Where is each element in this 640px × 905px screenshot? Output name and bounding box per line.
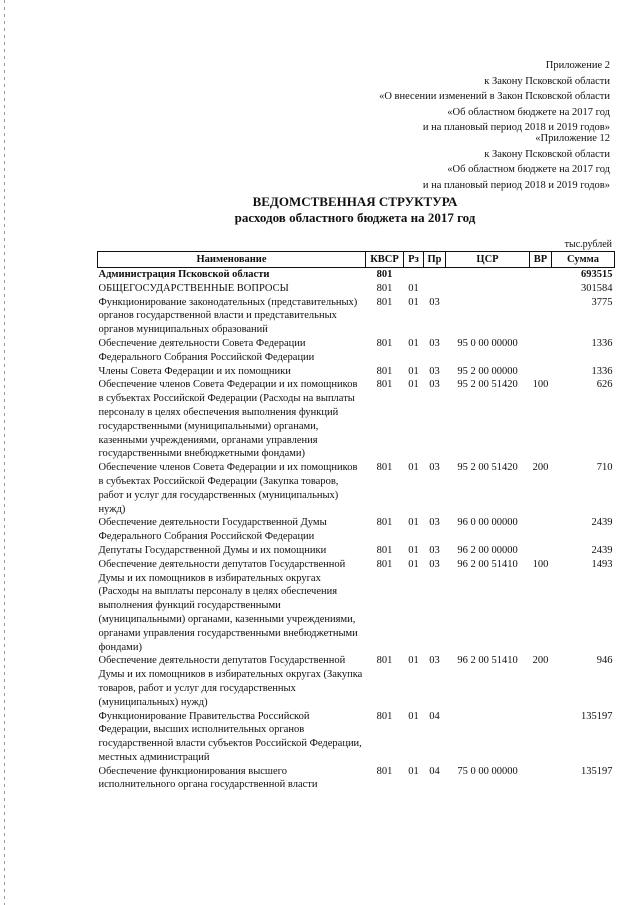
- cell-rz: 01: [408, 462, 419, 474]
- cell-kvsr: 801: [376, 282, 393, 294]
- table-row: [98, 337, 615, 365]
- cell-kvsr: 801: [376, 765, 393, 777]
- cell-csr: 95 0 00 00000: [457, 337, 518, 349]
- cell-kvsr: 801: [376, 337, 393, 349]
- cell-sum: 3775: [591, 296, 613, 308]
- header-line: «Об областном бюджете на 2017 год: [447, 164, 610, 175]
- cell-sum: 135197: [581, 765, 613, 777]
- cell-csr: 96 2 00 51410: [457, 558, 518, 570]
- cell-pr: 04: [429, 765, 440, 777]
- cell-vr: [530, 282, 552, 296]
- table-body: [98, 268, 615, 793]
- cell-pr: 03: [429, 379, 440, 391]
- cell-rz: 01: [408, 379, 419, 391]
- cell-sum: 693515: [581, 269, 613, 280]
- cell-rz: 01: [408, 517, 419, 529]
- header-line: «Приложение 12: [535, 133, 610, 144]
- cell-rz: 01: [408, 765, 419, 777]
- header-line: и на плановый период 2018 и 2019 годов»: [422, 122, 610, 133]
- table-row: [98, 296, 615, 337]
- table-row: [98, 365, 615, 379]
- column-header-sum: Сумма: [552, 252, 615, 268]
- cell-kvsr: 801: [376, 296, 393, 308]
- cell-csr: [446, 710, 530, 765]
- header-line: и на плановый период 2018 и 2019 годов»: [422, 179, 610, 191]
- cell-name: Депутаты Государственной Думы и их помощники: [98, 544, 327, 556]
- cell-sum: 301584: [581, 282, 613, 294]
- cell-kvsr: 801: [376, 269, 393, 280]
- title-line-2: расходов областного бюджета на 2017 год: [234, 210, 476, 225]
- cell-pr: 03: [429, 544, 440, 556]
- cell-vr: [530, 268, 552, 282]
- cell-vr: [530, 296, 552, 337]
- cell-name: Обеспечение членов Совета Федерации и их помощников в субъектах Российской Федерации (Закупка товаров, работ и услуг для государственных (муниципальных) нужд): [98, 462, 358, 515]
- cell-sum: 946: [596, 655, 613, 667]
- cell-pr: 03: [429, 296, 440, 308]
- cell-kvsr: 801: [376, 379, 393, 391]
- cell-sum: 1336: [591, 337, 613, 349]
- table-row: [98, 516, 615, 544]
- cell-csr: [446, 282, 530, 296]
- cell-kvsr: 801: [376, 365, 393, 377]
- cell-vr: 200: [532, 655, 549, 667]
- cell-csr: 96 2 00 51410: [457, 655, 518, 667]
- appendix-12-header: [423, 131, 610, 193]
- cell-vr: 200: [532, 462, 549, 474]
- cell-sum: 2439: [591, 517, 613, 529]
- title-line-1: ВЕДОМСТВЕННАЯ СТРУКТУРА: [252, 194, 458, 209]
- cell-csr: 95 2 00 00000: [457, 365, 518, 377]
- cell-pr: 03: [429, 517, 440, 529]
- cell-rz: 01: [408, 558, 419, 570]
- header-line: Приложение 2: [545, 60, 610, 71]
- cell-kvsr: 801: [376, 462, 393, 474]
- header-line: «Об областном бюджете на 2017 год: [447, 106, 610, 118]
- table-row: [98, 461, 615, 516]
- cell-sum: 2439: [591, 544, 613, 556]
- cell-rz: [404, 268, 424, 282]
- column-header-kvsr: КВСР: [366, 252, 404, 268]
- cell-vr: [530, 337, 552, 365]
- cell-pr: 03: [429, 655, 440, 667]
- header-line: к Закону Псковской области: [484, 75, 610, 87]
- appendix-2-header: [379, 58, 610, 136]
- column-header-pr: Пр: [424, 252, 446, 268]
- cell-name: Обеспечение деятельности Государственной Думы Федерального Собрания Российской Федерации: [98, 517, 327, 543]
- cell-csr: [446, 268, 530, 282]
- budget-table: [97, 251, 615, 792]
- cell-vr: [530, 710, 552, 765]
- cell-kvsr: 801: [376, 655, 393, 667]
- cell-csr: 95 2 00 51420: [457, 462, 518, 474]
- table-row: [98, 654, 615, 709]
- table-row: [98, 710, 615, 765]
- cell-kvsr: 801: [376, 558, 393, 570]
- cell-kvsr: 801: [376, 517, 393, 529]
- cell-rz: 01: [408, 337, 419, 349]
- cell-name: Обеспечение деятельности депутатов Государственной Думы и их помощников в избирательных округах (Закупка товаров, работ и услуг для государственных (муниципальных) нужд): [98, 655, 363, 708]
- table-row: [98, 558, 615, 655]
- table-row: [98, 544, 615, 558]
- cell-vr: [530, 544, 552, 558]
- cell-vr: 100: [532, 379, 549, 391]
- cell-csr: 95 2 00 51420: [457, 379, 518, 391]
- cell-pr: 03: [429, 558, 440, 570]
- cell-sum: 1493: [591, 558, 613, 570]
- cell-vr: [530, 516, 552, 544]
- scan-edge: [4, 0, 5, 905]
- cell-pr: 04: [429, 710, 440, 722]
- column-header-csr: ЦСР: [446, 252, 530, 268]
- cell-sum: 710: [596, 462, 613, 474]
- cell-sum: 135197: [581, 710, 613, 722]
- cell-name: Функционирование Правительства Российской Федерации, высших исполнительных органов государственной власти субъектов Российской Федерации, местных администраций: [98, 710, 362, 763]
- table-row: [98, 378, 615, 461]
- cell-csr: [446, 296, 530, 337]
- table-header-row: [98, 252, 615, 268]
- cell-name: Обеспечение деятельности депутатов Государственной Думы и их помощников в избирательных округах (Расходы на выплаты персоналу в целях обеспечения выполнения функций государственными (муниципальными) органами, казенными учреждениями, органами управления государственными внебюджетными фондами): [98, 558, 358, 653]
- cell-pr: 03: [429, 337, 440, 349]
- cell-rz: 01: [408, 282, 419, 294]
- cell-rz: 01: [408, 365, 419, 377]
- cell-name: Члены Совета Федерации и их помощники: [98, 365, 291, 377]
- header-line: «О внесении изменений в Закон Псковской области: [379, 91, 610, 102]
- cell-kvsr: 801: [376, 544, 393, 556]
- cell-rz: 01: [408, 710, 419, 722]
- cell-rz: 01: [408, 655, 419, 667]
- cell-kvsr: 801: [376, 710, 393, 722]
- cell-name: ОБЩЕГОСУДАРСТВЕННЫЕ ВОПРОСЫ: [98, 282, 289, 294]
- cell-name: Обеспечение функционирования высшего исполнительного органа государственной власти: [98, 765, 318, 791]
- cell-pr: 03: [429, 462, 440, 474]
- document-title: [0, 194, 640, 226]
- cell-name: Обеспечение деятельности Совета Федерации Федерального Собрания Российской Федерации: [98, 337, 315, 363]
- cell-name: Администрация Псковской области: [98, 269, 270, 280]
- cell-sum: 1336: [591, 365, 613, 377]
- units-label: тыс.рублей: [564, 239, 612, 250]
- cell-pr: 03: [429, 365, 440, 377]
- cell-vr: [530, 365, 552, 379]
- table-row: [98, 268, 615, 282]
- cell-csr: 96 0 00 00000: [457, 517, 518, 529]
- cell-pr: [424, 268, 446, 282]
- cell-vr: [530, 765, 552, 793]
- column-header-rz: Рз: [404, 252, 424, 268]
- cell-csr: 96 2 00 00000: [457, 544, 518, 556]
- cell-pr: [424, 282, 446, 296]
- cell-csr: 75 0 00 00000: [457, 765, 518, 777]
- cell-name: Обеспечение членов Совета Федерации и их помощников в субъектах Российской Федерации (Расходы на выплаты персоналу в целях обеспечения выполнения функций государственными (муниципальными) органами, казенными учреждениями, органами управления государственными внебюджетными фондами): [98, 379, 358, 460]
- table-row: [98, 282, 615, 296]
- cell-vr: 100: [532, 558, 549, 570]
- cell-sum: 626: [596, 379, 613, 391]
- header-line: к Закону Псковской области: [484, 148, 610, 160]
- cell-rz: 01: [408, 544, 419, 556]
- column-header-vr: ВР: [530, 252, 552, 268]
- table-row: [98, 765, 615, 793]
- column-header-name: Наименование: [98, 252, 366, 268]
- cell-name: Функционирование законодательных (представительных) органов государственной власти и представительных органов муниципальных образований: [98, 296, 358, 336]
- cell-rz: 01: [408, 296, 419, 308]
